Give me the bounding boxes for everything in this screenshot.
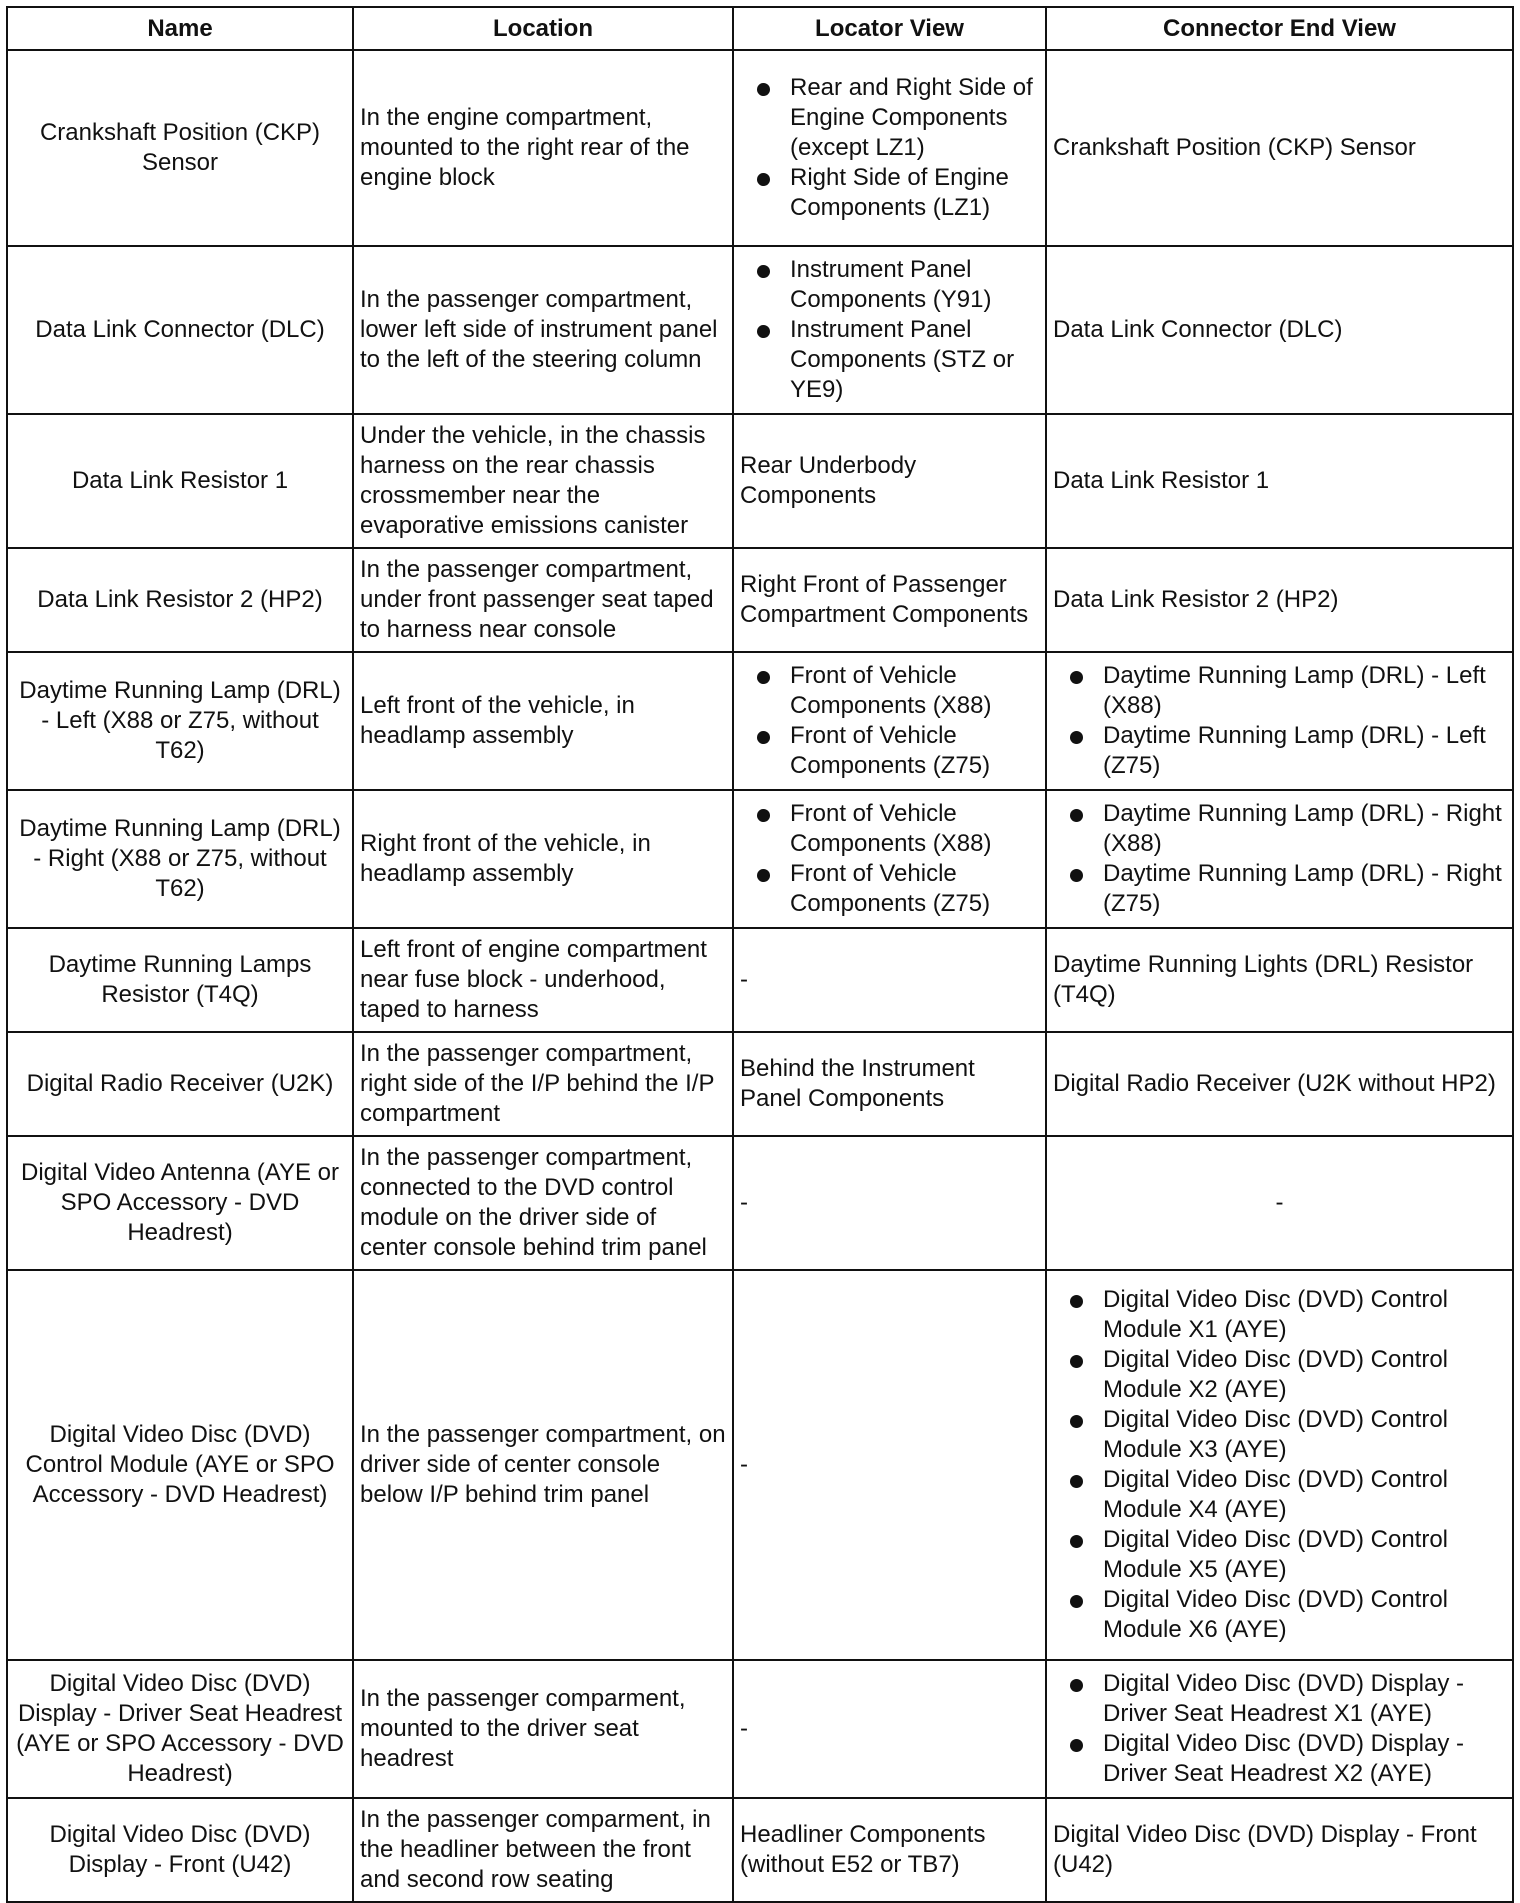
table-row [7,790,1513,928]
cell-locator-view: - [733,928,1046,1032]
cell-connector-end-view: Digital Video Disc (DVD) Display - Front (U42) [1046,1798,1513,1902]
bullet-item: Digital Video Disc (DVD) Display - Driver Seat Headrest X1 (AYE) [1053,1669,1506,1729]
table-row [7,246,1513,414]
cell-locator-view-list [740,255,1039,405]
cell-locator-view: Rear Underbody Components [733,414,1046,548]
table-row [7,1798,1513,1902]
table-row [7,928,1513,1032]
cell-connector-end-view: - [1046,1136,1513,1270]
table-row [7,50,1513,246]
cell-locator-view: Behind the Instrument Panel Components [733,1032,1046,1136]
cell-locator-view [733,652,1046,790]
table-row [7,1032,1513,1136]
cell-connector-end-view [1046,652,1513,790]
cell-connector-end-view-list [1053,661,1506,781]
cell-connector-end-view: Data Link Resistor 1 [1046,414,1513,548]
cell-connector-end-view: Digital Radio Receiver (U2K without HP2) [1046,1032,1513,1136]
cell-name: Digital Video Antenna (AYE or SPO Accessory - DVD Headrest) [7,1136,353,1270]
cell-location: In the passenger compartment, under front passenger seat taped to harness near console [353,548,733,652]
cell-location: In the engine compartment, mounted to the right rear of the engine block [353,50,733,246]
cell-location: Left front of engine compartment near fuse block - underhood, taped to harness [353,928,733,1032]
bullet-item: Daytime Running Lamp (DRL) - Right (X88) [1053,799,1506,859]
cell-location: In the passenger compartment, right side of the I/P behind the I/P compartment [353,1032,733,1136]
cell-locator-view [733,246,1046,414]
cell-connector-end-view-list [1053,1669,1506,1789]
bullet-item: Instrument Panel Components (STZ or YE9) [740,315,1039,405]
cell-location: In the passenger compartment, lower left side of instrument panel to the left of the steering column [353,246,733,414]
bullet-item: Digital Video Disc (DVD) Control Module X6 (AYE) [1053,1585,1506,1645]
cell-locator-view: - [733,1660,1046,1798]
table-body [7,50,1513,1902]
cell-name: Data Link Connector (DLC) [7,246,353,414]
cell-name: Data Link Resistor 1 [7,414,353,548]
cell-locator-view [733,50,1046,246]
bullet-item: Digital Video Disc (DVD) Control Module X5 (AYE) [1053,1525,1506,1585]
bullet-item: Front of Vehicle Components (Z75) [740,859,1039,919]
bullet-item: Digital Video Disc (DVD) Display - Driver Seat Headrest X2 (AYE) [1053,1729,1506,1789]
bullet-item: Front of Vehicle Components (X88) [740,661,1039,721]
cell-location: In the passenger compartment, connected to the DVD control module on the driver side of center console behind trim panel [353,1136,733,1270]
cell-connector-end-view [1046,1660,1513,1798]
table-row [7,548,1513,652]
cell-locator-view-list [740,799,1039,919]
bullet-item: Daytime Running Lamp (DRL) - Left (X88) [1053,661,1506,721]
component-locator-table [6,6,1514,1903]
cell-locator-view [733,790,1046,928]
header-connector-end-view: Connector End View [1046,7,1513,50]
cell-name: Daytime Running Lamps Resistor (T4Q) [7,928,353,1032]
header-row [7,7,1513,50]
cell-name: Daytime Running Lamp (DRL) - Left (X88 or Z75, without T62) [7,652,353,790]
cell-name: Daytime Running Lamp (DRL) - Right (X88 or Z75, without T62) [7,790,353,928]
cell-connector-end-view: Daytime Running Lights (DRL) Resistor (T4Q) [1046,928,1513,1032]
cell-locator-view-list [740,73,1039,223]
cell-location: Right front of the vehicle, in headlamp assembly [353,790,733,928]
cell-name: Crankshaft Position (CKP) Sensor [7,50,353,246]
table-row [7,1270,1513,1660]
cell-location: In the passenger comparment, in the headliner between the front and second row seating [353,1798,733,1902]
cell-connector-end-view: Data Link Resistor 2 (HP2) [1046,548,1513,652]
cell-connector-end-view-list [1053,799,1506,919]
table-header [7,7,1513,50]
cell-locator-view: - [733,1270,1046,1660]
bullet-item: Digital Video Disc (DVD) Control Module X3 (AYE) [1053,1405,1506,1465]
cell-location: In the passenger comparment, mounted to the driver seat headrest [353,1660,733,1798]
bullet-item: Right Side of Engine Components (LZ1) [740,163,1039,223]
table-row [7,414,1513,548]
cell-locator-view: Right Front of Passenger Compartment Components [733,548,1046,652]
header-name: Name [7,7,353,50]
cell-connector-end-view: Crankshaft Position (CKP) Sensor [1046,50,1513,246]
cell-connector-end-view [1046,1270,1513,1660]
bullet-item: Instrument Panel Components (Y91) [740,255,1039,315]
bullet-item: Front of Vehicle Components (Z75) [740,721,1039,781]
table-row [7,1660,1513,1798]
cell-location: Under the vehicle, in the chassis harness on the rear chassis crossmember near the evaporative emissions canister [353,414,733,548]
header-locator-view: Locator View [733,7,1046,50]
cell-connector-end-view [1046,790,1513,928]
header-location: Location [353,7,733,50]
component-locator-sheet [6,6,1512,1903]
bullet-item: Rear and Right Side of Engine Components (except LZ1) [740,73,1039,163]
cell-location: In the passenger compartment, on driver side of center console below I/P behind trim panel [353,1270,733,1660]
bullet-item: Digital Video Disc (DVD) Control Module X2 (AYE) [1053,1345,1506,1405]
cell-name: Digital Video Disc (DVD) Control Module (AYE or SPO Accessory - DVD Headrest) [7,1270,353,1660]
table-row [7,1136,1513,1270]
bullet-item: Digital Video Disc (DVD) Control Module X4 (AYE) [1053,1465,1506,1525]
cell-connector-end-view-list [1053,1285,1506,1645]
cell-name: Digital Radio Receiver (U2K) [7,1032,353,1136]
cell-connector-end-view: Data Link Connector (DLC) [1046,246,1513,414]
bullet-item: Daytime Running Lamp (DRL) - Left (Z75) [1053,721,1506,781]
cell-locator-view: Headliner Components (without E52 or TB7) [733,1798,1046,1902]
cell-name: Digital Video Disc (DVD) Display - Front (U42) [7,1798,353,1902]
table-row [7,652,1513,790]
cell-name: Data Link Resistor 2 (HP2) [7,548,353,652]
cell-locator-view: - [733,1136,1046,1270]
cell-locator-view-list [740,661,1039,781]
cell-name: Digital Video Disc (DVD) Display - Driver Seat Headrest (AYE or SPO Accessory - DVD Headrest) [7,1660,353,1798]
bullet-item: Front of Vehicle Components (X88) [740,799,1039,859]
bullet-item: Digital Video Disc (DVD) Control Module X1 (AYE) [1053,1285,1506,1345]
cell-location: Left front of the vehicle, in headlamp assembly [353,652,733,790]
bullet-item: Daytime Running Lamp (DRL) - Right (Z75) [1053,859,1506,919]
